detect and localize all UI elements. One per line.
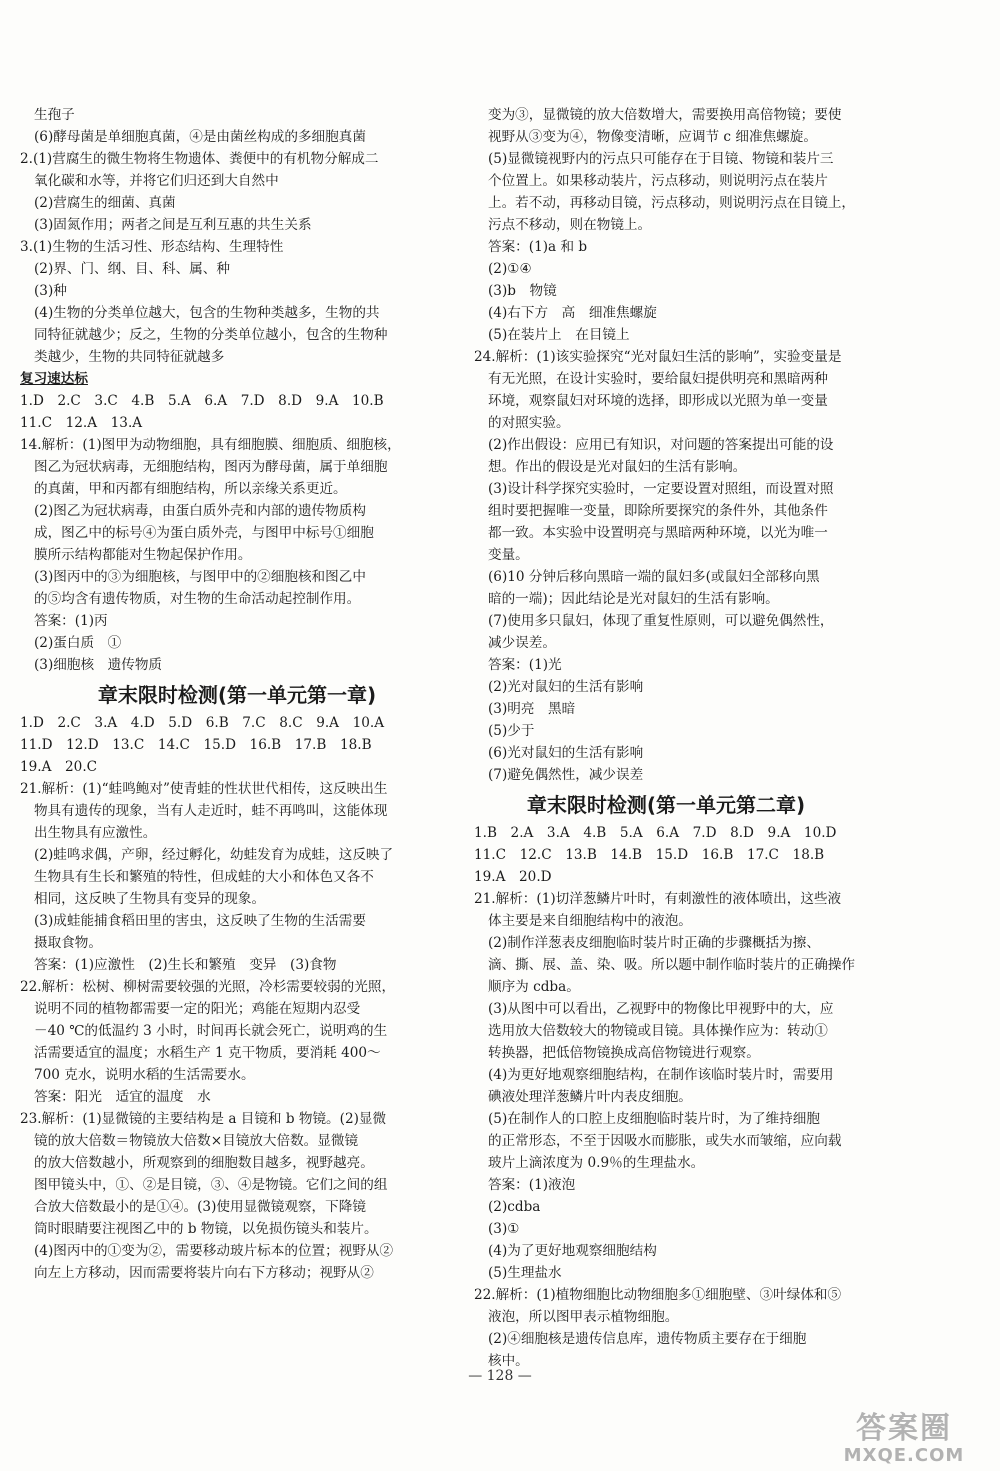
answer-line: 答案：(1)a 和 b — [488, 239, 588, 255]
answer-line: (3)明亮 黑暗 — [488, 701, 576, 717]
text-line: 转换器，把低倍物镜换成高倍物镜进行观察。 — [488, 1045, 760, 1061]
text-line: 出生物具有应激性。 — [34, 825, 157, 841]
text-line: 组时要把握唯一变量，即除所要探究的条件外，其他条件 — [488, 503, 828, 519]
text-line: 体主要是来自细胞结构中的液泡。 — [488, 913, 692, 929]
text-line: (3)成蛙能捕食稻田里的害虫，这反映了生物的生活需要 — [34, 913, 366, 929]
right-column — [474, 104, 858, 1372]
text-line: 22.解析：松树、柳树需要较强的光照，冷杉需要较弱的光照， — [20, 979, 396, 995]
text-line: 说明不同的植物都需要一定的阳光；鸡能在短期内忍受 — [34, 1001, 361, 1017]
answer-row: 11.D 12.D 13.C 14.C 15.D 16.B 17.B 18.B — [20, 737, 372, 753]
text-line: (2)营腐生的细菌、真菌 — [34, 195, 176, 211]
text-line: 向左上方移动，因而需要将装片向右下方移动；视野从② — [34, 1265, 374, 1281]
text-line: 选用放大倍数较大的物镜或目镜。具体操作应为：转动① — [488, 1023, 828, 1039]
text-line: 的对照实验。 — [488, 415, 570, 431]
text-line: 污点不移动，则在物镜上。 — [488, 217, 652, 233]
text-line: 都一致。本实验中设置明亮与黑暗两种环境，以光为唯一 — [488, 525, 828, 541]
text-line: (4)图丙中的①变为②，需要移动玻片标本的位置；视野从② — [34, 1243, 394, 1259]
text-line: (3)固氮作用；两者之间是互利互惠的共生关系 — [34, 217, 312, 233]
watermark-logo — [818, 1412, 990, 1468]
answer-line: (2)①④ — [488, 261, 532, 277]
section-title: 章末限时检测(第一单元第二章) — [526, 793, 806, 817]
answer-row: 1.D 2.C 3.A 4.D 5.D 6.B 7.C 8.C 9.A 10.A — [20, 715, 385, 731]
text-line: 变量。 — [488, 547, 529, 563]
text-line: 玻片上滴浓度为 0.9％的生理盐水。 — [488, 1155, 705, 1171]
answer-line: (4)右下方 高 细准焦螺旋 — [488, 305, 657, 321]
text-line: 相同，这反映了生物具有变异的现象。 — [34, 891, 266, 907]
text-line: 生物具有生长和繁殖的特性，但成蛙的大小和体色又各不 — [34, 869, 374, 885]
text-line: 想。作出的假设是光对鼠妇的生活有影响。 — [488, 459, 747, 475]
answer-row: 1.B 2.A 3.A 4.B 5.A 6.A 7.D 8.D 9.A 10.D — [474, 825, 837, 841]
text-line: (2)制作洋葱表皮细胞临时装片时正确的步骤概括为擦、 — [488, 935, 820, 951]
answer-line: (5)生理盐水 — [488, 1265, 562, 1281]
text-line: 物具有遗传的现象，当有人走近时，蛙不再鸣叫，这能体现 — [34, 803, 388, 819]
text-line: (7)使用多只鼠妇，体现了重复性原则，可以避免偶然性， — [488, 613, 834, 629]
text-line: 有无光照，在设计实验时，要给鼠妇提供明亮和黑暗两种 — [488, 371, 828, 387]
answer-line: (5)在装片上 在目镜上 — [488, 327, 630, 343]
answer-line: (2)cdba — [488, 1199, 541, 1215]
text-line: 的真菌，甲和丙都有细胞结构，所以亲缘关系更近。 — [34, 481, 347, 497]
text-line: 滴、撕、展、盖、染、吸。所以题中制作临时装片的正确操作 — [488, 957, 856, 973]
answer-line: 答案：(1)光 — [488, 657, 562, 673]
text-line: (2)蛙鸣求偶，产卵，经过孵化，幼蛙发育为成蛙，这反映了 — [34, 847, 394, 863]
text-line: (4)生物的分类单位越大，包含的生物种类越多，生物的共 — [34, 305, 380, 321]
text-line: 个位置上。如果移动装片，污点移动，则说明污点在装片 — [488, 173, 828, 189]
answer-row: 11.C 12.C 13.B 14.B 15.D 16.B 17.C 18.B — [474, 847, 825, 863]
text-line: (5)显微镜视野内的污点只可能存在于目镜、物镜和装片三 — [488, 151, 834, 167]
text-line: 活需要适宜的温度；水稻生产 1 克干物质，要消耗 400～ — [34, 1045, 381, 1061]
text-line: 3.(1)生物的生活习性、形态结构、生理特性 — [20, 239, 284, 255]
answer-line: (3)① — [488, 1221, 520, 1237]
answer-line: (7)避免偶然性，减少误差 — [488, 767, 644, 783]
text-line: 减少误差。 — [488, 635, 556, 651]
text-line: 筒时眼睛要注视图乙中的 b 物镜，以免损伤镜头和装片。 — [34, 1221, 378, 1237]
answer-line: (2)蛋白质 ① — [34, 635, 122, 651]
text-line: 23.解析：(1)显微镜的主要结构是 a 目镜和 b 物镜。(2)显微 — [20, 1111, 387, 1127]
text-line: 氧化碳和水等，并将它们归还到大自然中 — [34, 173, 279, 189]
answer-line: (4)为了更好地观察细胞结构 — [488, 1243, 657, 1259]
answer-line: 答案：(1)丙 — [34, 613, 108, 629]
text-line: (2)作出假设：应用已有知识，对问题的答案提出可能的设 — [488, 437, 834, 453]
text-line: 镜的放大倍数＝物镜放大倍数×目镜放大倍数。显微镜 — [34, 1133, 359, 1149]
text-line: 700 克水，说明水稻的生活需要水。 — [34, 1067, 255, 1083]
text-line: 摄取食物。 — [34, 935, 102, 951]
answer-line: (3)b 物镜 — [488, 283, 557, 299]
text-line: 同特征就越少；反之，生物的分类单位越小，包含的生物种 — [34, 327, 388, 343]
text-line: 图乙为冠状病毒，无细胞结构，图丙为酵母菌，属于单细胞 — [34, 459, 388, 475]
text-line: 碘液处理洋葱鳞片叶内表皮细胞。 — [488, 1089, 692, 1105]
answer-row: 1.D 2.C 3.C 4.B 5.A 6.A 7.D 8.D 9.A 10.B — [20, 393, 384, 409]
text-line: 14.解析：(1)图甲为动物细胞，具有细胞膜、细胞质、细胞核， — [20, 437, 401, 453]
watermark-top: 答案圈 — [856, 1411, 952, 1446]
text-line: (2)界、门、纲、目、科、属、种 — [34, 261, 230, 277]
page-number: — 128 — — [468, 1368, 532, 1384]
text-line: 顺序为 cdba。 — [488, 979, 580, 995]
answer-line: (6)光对鼠妇的生活有影响 — [488, 745, 644, 761]
section-title: 章末限时检测(第一单元第一章) — [97, 683, 377, 707]
answer-line: 答案：阳光 适宜的温度 水 — [34, 1089, 211, 1105]
text-line: 21.解析：(1)“蛙鸣鲍对”使青蛙的性状世代相传，这反映出生 — [20, 781, 388, 797]
text-line: 变为③，显微镜的放大倍数增大，需要换用高倍物镜；要使 — [488, 107, 842, 123]
watermark-url: MXQE.COM — [843, 1445, 965, 1466]
answer-row: 11.C 12.A 13.A — [20, 415, 143, 431]
text-line: 合放大倍数最小的是①④。(3)使用显微镜观察，下降镜 — [34, 1199, 366, 1215]
text-line: (2)④细胞核是遗传信息库，遗传物质主要存在于细胞 — [488, 1331, 807, 1347]
text-line: 的正常形态，不至于因吸水而膨胀，或失水而皱缩，应向载 — [488, 1133, 842, 1149]
text-line: (2)图乙为冠状病毒，由蛋白质外壳和内部的遗传物质构 — [34, 503, 366, 519]
answer-row: 19.A 20.C — [20, 759, 98, 775]
text-line: (3)图丙中的③为细胞核，与图甲中的②细胞核和图乙中 — [34, 569, 366, 585]
text-line: 21.解析：(1)切洋葱鳞片叶时，有刺激性的液体喷出，这些液 — [474, 891, 842, 907]
answer-row: 19.A 20.D — [474, 869, 552, 885]
text-line: 膜所示结构都能对生物起保护作用。 — [34, 547, 252, 563]
text-line: 成，图乙中的标号④为蛋白质外壳，与图甲中标号①细胞 — [34, 525, 374, 541]
answer-line: (5)少于 — [488, 723, 535, 739]
text-line: (3)设计科学探究实验时，一定要设置对照组，而设置对照 — [488, 481, 834, 497]
text-line: (4)为更好地观察细胞结构，在制作该临时装片时，需要用 — [488, 1067, 834, 1083]
text-line: (6)酵母菌是单细胞真菌，④是由菌丝构成的多细胞真菌 — [34, 129, 366, 145]
answer-line: (3)细胞核 遗传物质 — [34, 657, 163, 673]
left-column — [20, 104, 454, 1284]
text-line: 核中。 — [488, 1353, 529, 1369]
answer-line: 答案：(1)应激性 (2)生长和繁殖 变异 (3)食物 — [34, 957, 337, 973]
text-line: 上。若不动，再移动目镜，污点移动，则说明污点在目镜上， — [488, 195, 856, 211]
answer-line: 答案：(1)液泡 — [488, 1177, 576, 1193]
text-line: 图甲镜头中，①、②是目镜，③、④是物镜。它们之间的组 — [34, 1177, 388, 1193]
text-line: (6)10 分钟后移向黑暗一端的鼠妇多(或鼠妇全部移向黑 — [488, 569, 820, 585]
text-line: (3)种 — [34, 283, 67, 299]
text-line: 的⑤均含有遗传物质，对生物的生命活动起控制作用。 — [34, 591, 361, 607]
text-line: 视野从③变为④，物像变清晰，应调节 c 细准焦螺旋。 — [488, 129, 817, 145]
text-line: (3)从图中可以看出，乙视野中的物像比甲视野中的大，应 — [488, 1001, 834, 1017]
text-line: 22.解析：(1)植物细胞比动物细胞多①细胞壁、③叶绿体和⑤ — [474, 1287, 842, 1303]
text-line: －40 ℃的低温约 3 小时，时间再长就会死亡，说明鸡的生 — [34, 1023, 388, 1039]
text-line: 2.(1)营腐生的微生物将生物遗体、粪便中的有机物分解成二 — [20, 151, 379, 167]
text-line: 液泡，所以图甲表示植物细胞。 — [488, 1309, 679, 1325]
text-line: 暗的一端)；因此结论是光对鼠妇的生活有影响。 — [488, 591, 779, 607]
text-line: 类越少，生物的共同特征就越多 — [34, 349, 225, 365]
text-line: 的放大倍数越小，所观察到的细胞数目越多，视野越亮。 — [34, 1155, 374, 1171]
answer-line: (2)光对鼠妇的生活有影响 — [488, 679, 644, 695]
text-line: (5)在制作人的口腔上皮细胞临时装片时，为了维持细胞 — [488, 1111, 820, 1127]
text-line: 24.解析：(1)该实验探究“光对鼠妇生活的影响”，实验变量是 — [474, 349, 842, 365]
text-line: 生孢子 — [34, 107, 75, 123]
section-subtitle: 复习速达标 — [20, 371, 88, 387]
text-line: 环境，观察鼠妇对环境的选择，即形成以光照为单一变量 — [488, 393, 828, 409]
